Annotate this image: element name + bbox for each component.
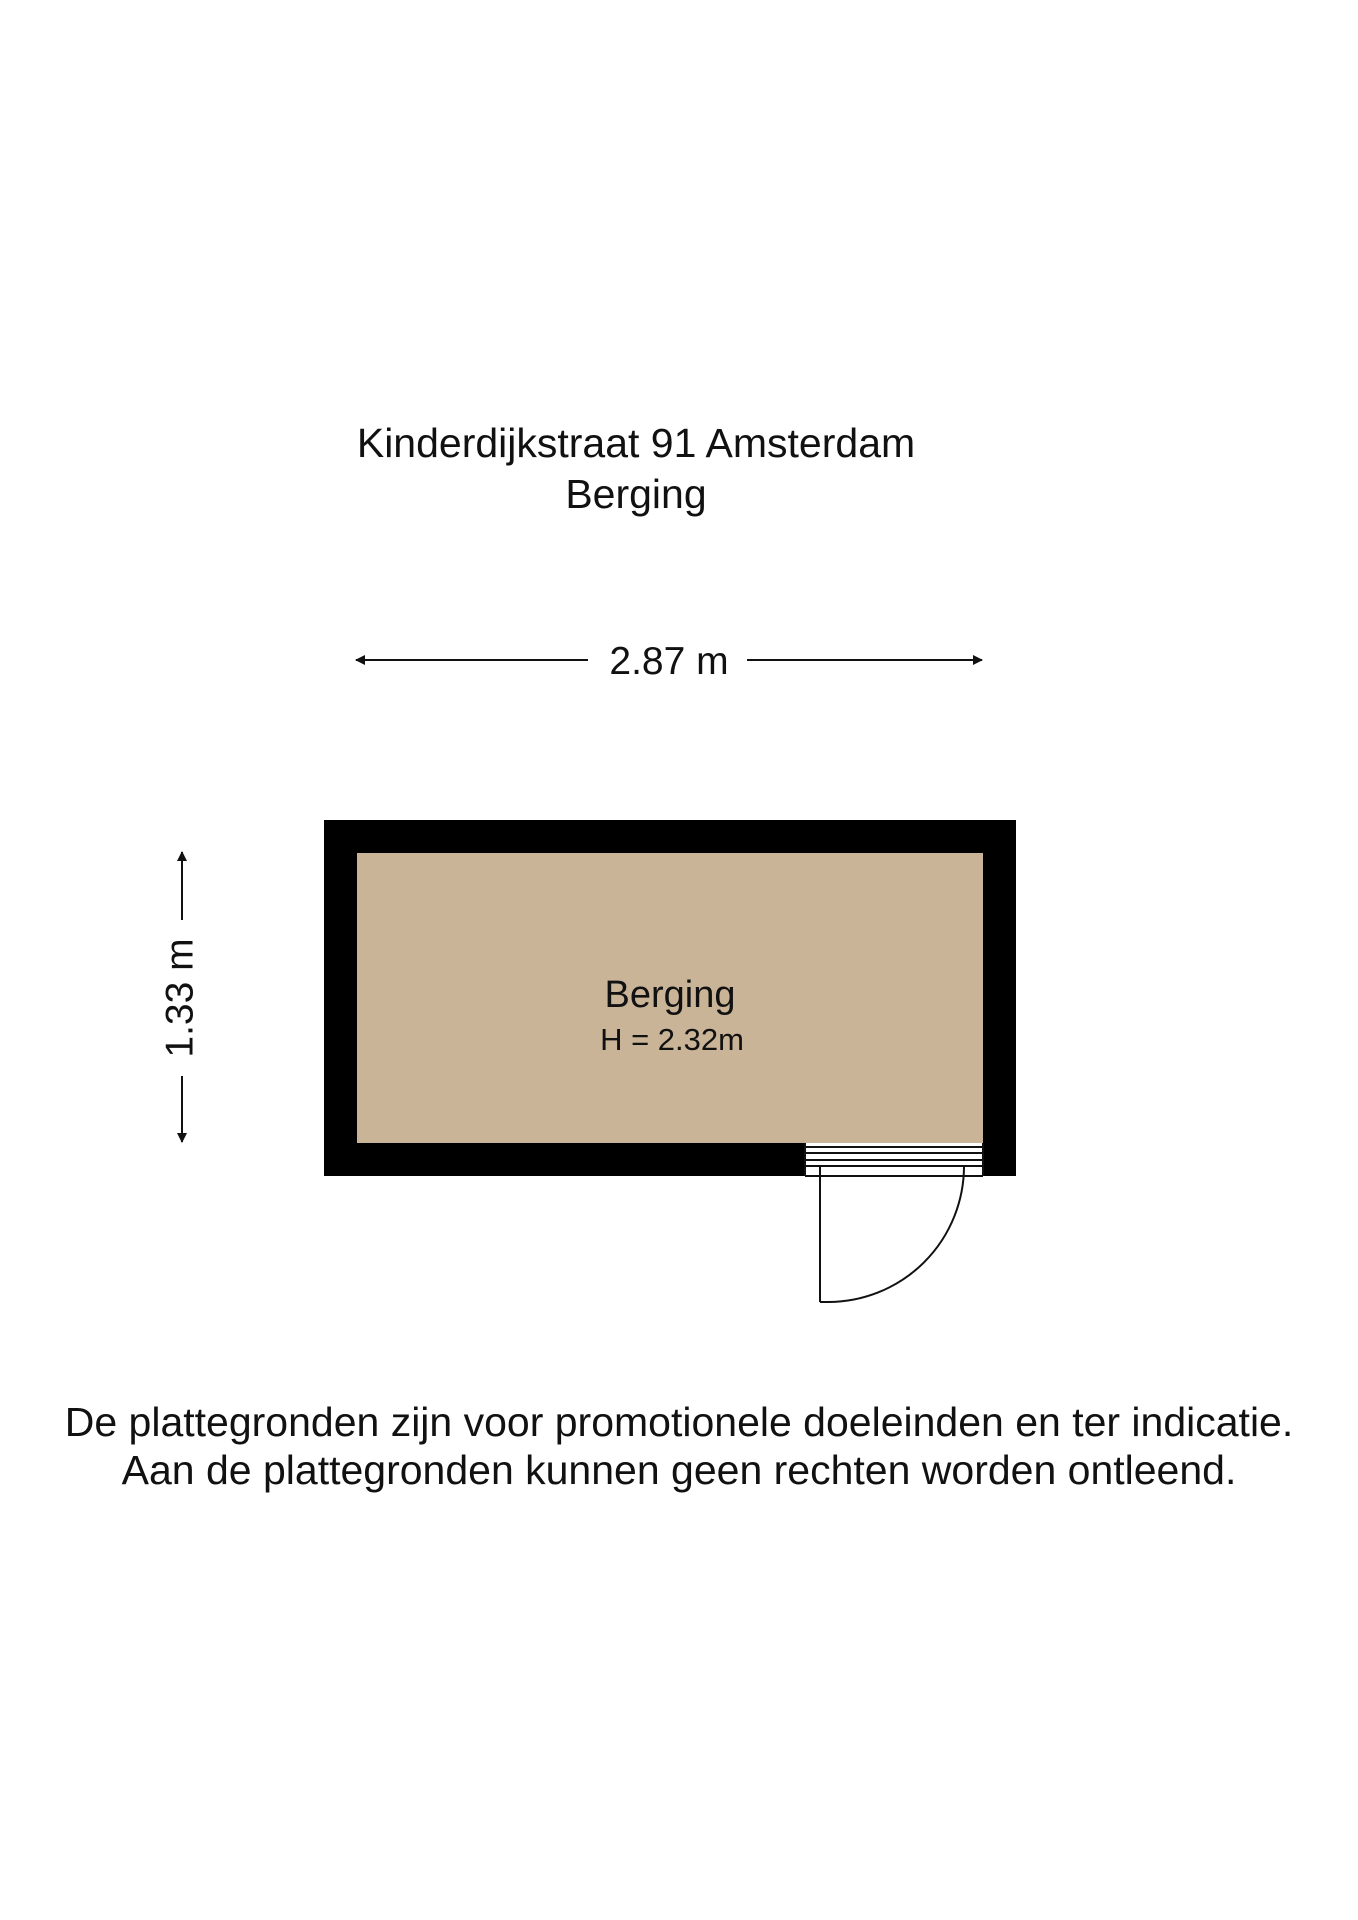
width-label: 2.87 m xyxy=(609,640,729,683)
disclaimer xyxy=(0,1398,1358,1494)
depth-label: 1.33 m xyxy=(158,938,202,1058)
door-swing-arc xyxy=(828,1166,964,1302)
width-dimension xyxy=(356,640,982,683)
depth-dimension xyxy=(158,852,201,1142)
room-height-label: H = 2.32m xyxy=(600,1022,744,1057)
room-name-label: Berging xyxy=(604,974,736,1016)
address-title: Kinderdijkstraat 91 Amsterdam xyxy=(356,420,916,466)
disclaimer-line-2: Aan de plattegronden kunnen geen rechten worden ontleend. xyxy=(121,1447,1237,1493)
floor-name-title: Berging xyxy=(565,471,707,517)
disclaimer-line-1: De plattegronden zijn voor promotionele doeleinden en ter indicatie. xyxy=(64,1399,1294,1445)
